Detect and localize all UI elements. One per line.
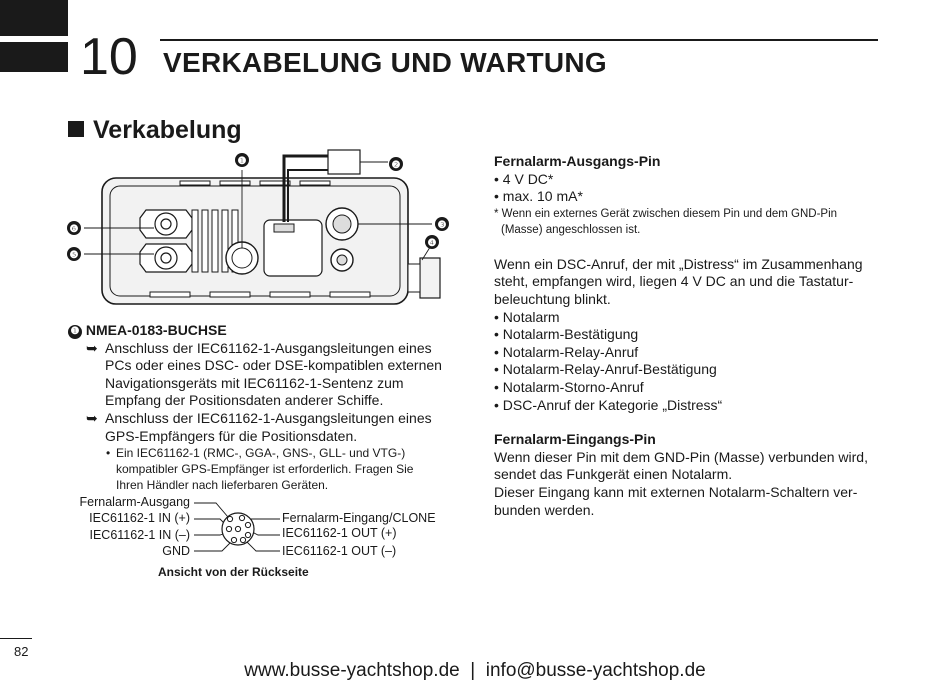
nmea-bullet-2: ➥ Anschluss der IEC61162-1-Ausgangsleitungen eines GPS-Empfängers für die Positionsdaten. xyxy=(86,409,432,444)
alarm-list xyxy=(494,309,894,415)
cable-connector xyxy=(328,150,360,174)
alarm-out-bullet: • 4 V DC* xyxy=(494,170,554,187)
svg-text:❺: ❺ xyxy=(69,250,79,261)
pinout-figure xyxy=(60,495,460,585)
chapter-number: 10 xyxy=(80,28,138,86)
pin-label-gnd: GND xyxy=(162,544,190,558)
svg-text:❻: ❻ xyxy=(69,224,79,235)
alarm-out-heading: Fernalarm-Ausgangs-Pin xyxy=(494,153,661,169)
right-column xyxy=(494,153,894,519)
arrow-right-icon: ➥ xyxy=(86,339,98,356)
pin-label-in-minus: IEC61162-1 IN (–) xyxy=(89,528,190,542)
arrow-right-icon: ➥ xyxy=(86,409,98,426)
alarm-out-note: * Wenn ein externes Gerät zwischen diesem Pin und dem GND-Pin (Masse) angeschlossen ist. xyxy=(494,207,838,236)
pin-label-alarm-out: Fernalarm-Ausgang xyxy=(79,495,190,509)
callout-badge-1: ❶ xyxy=(68,325,82,339)
alarm-out-paragraph: Wenn ein DSC-Anruf, der mit „Distress“ im Zusammenhang steht, empfangen wird, liegen 4 V DC an und die Tastatur- beleuchtung blinkt. xyxy=(494,255,863,307)
pin-label-in-plus: IEC61162-1 IN (+) xyxy=(89,511,190,525)
alarm-out-bullet: • max. 10 mA* xyxy=(494,188,583,205)
pin-label-out-plus: IEC61162-1 OUT (+) xyxy=(282,526,397,540)
pinout-caption: Ansicht von der Rückseite xyxy=(158,565,309,579)
svg-text:❶: ❶ xyxy=(237,156,247,167)
svg-text:❷: ❷ xyxy=(391,160,401,171)
list-item: • DSC-Anruf der Kategorie „Distress“ xyxy=(494,396,723,413)
radio-body xyxy=(102,178,408,304)
page-number: 82 xyxy=(14,644,29,659)
square-bullet-icon xyxy=(68,121,84,137)
list-item: • Notalarm xyxy=(494,308,560,325)
pin-label-out-minus: IEC61162-1 OUT (–) xyxy=(282,544,397,558)
page-number-rule xyxy=(0,638,32,639)
ground-plug xyxy=(420,258,440,298)
nmea-heading: ❶ NMEA-0183-BUCHSE xyxy=(68,322,458,340)
chapter-title: VERKABELUNG UND WARTUNG xyxy=(163,47,608,78)
nmea-bullet-1: ➥ Anschluss der IEC61162-1-Ausgangsleitungen eines PCs oder eines DSC- oder DSE-kompatiblen externen Navigationsgeräts mit IEC61162-1-Sentenz zum Empfang der Positionsdaten anderer Schiffe. xyxy=(86,339,442,409)
list-item: • Notalarm-Storno-Anruf xyxy=(494,378,644,395)
nmea-description xyxy=(68,322,458,493)
footer-contact[interactable]: www.busse-yachtshop.de | info@busse-yachtshop.de xyxy=(244,660,706,681)
nmea-sub-note: • Ein IEC61162-1 (RMC-, GGA-, GNS-, GLL- und VTG-) kompatibler GPS-Empfänger ist erforderlich. Fragen Sie Ihren Händler nach lieferbaren Geräten. xyxy=(106,446,414,493)
alarm-in-paragraph: Wenn dieser Pin mit dem GND-Pin (Masse) verbunden wird, sendet das Funkgerät einen Notalarm. Dieser Eingang kann mit externen Notalarm-Schaltern ver- bunden werden. xyxy=(494,448,868,518)
list-item: • Notalarm-Bestätigung xyxy=(494,326,639,343)
alarm-in-heading: Fernalarm-Eingangs-Pin xyxy=(494,431,656,448)
header-rule xyxy=(160,39,878,41)
pin-connector-diagram xyxy=(192,495,282,559)
list-item: • Notalarm-Relay-Anruf-Bestätigung xyxy=(494,361,717,378)
section-title: Verkabelung xyxy=(68,114,242,146)
chapter-tab-top xyxy=(0,0,68,36)
svg-text:❸: ❸ xyxy=(437,220,447,231)
list-item: • Notalarm-Relay-Anruf xyxy=(494,343,639,360)
rear-panel-diagram xyxy=(60,148,460,310)
pin-label-alarm-in: Fernalarm-Eingang/CLONE xyxy=(282,511,436,525)
chapter-tab-bottom xyxy=(0,42,68,72)
svg-text:❹: ❹ xyxy=(427,238,437,249)
